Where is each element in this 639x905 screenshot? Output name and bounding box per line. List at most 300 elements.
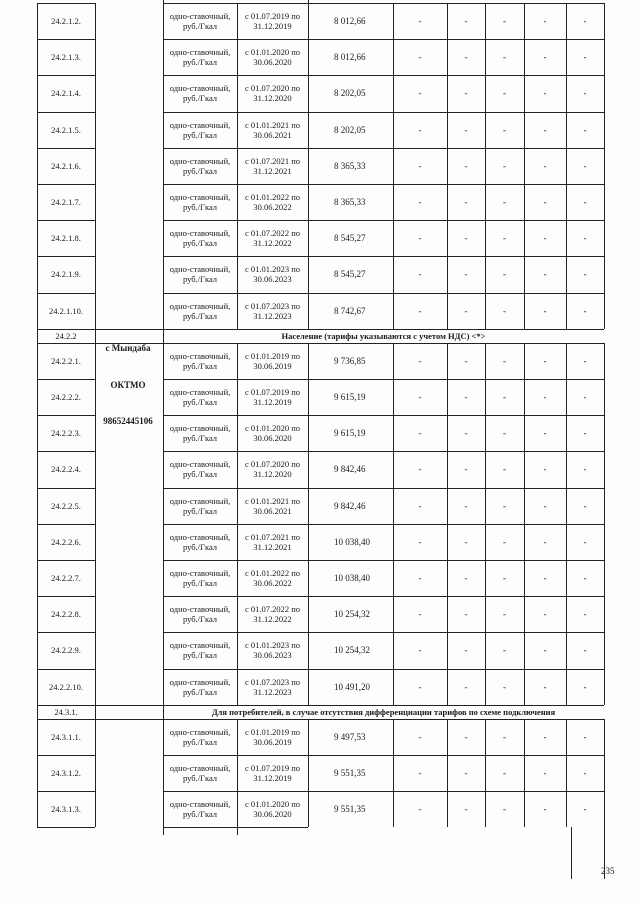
row-id: 24.2.2.2. xyxy=(51,392,81,403)
tariff-value: 8 365,33 xyxy=(334,197,366,208)
table-rule xyxy=(393,669,394,705)
table-rule xyxy=(566,755,567,791)
empty-value: - xyxy=(503,16,506,27)
table-rule xyxy=(163,669,164,705)
empty-value: - xyxy=(503,160,506,171)
table-rule xyxy=(485,451,486,487)
table-rule xyxy=(393,415,394,451)
empty-value: - xyxy=(583,536,587,547)
tariff-unit: одно-ставочный, руб./Гкал xyxy=(169,423,231,444)
empty-value: - xyxy=(583,573,587,584)
table-rule xyxy=(604,220,605,256)
row-id: 24.2.2.9. xyxy=(51,645,81,656)
tariff-value: 9 842,46 xyxy=(334,500,366,511)
empty-value: - xyxy=(543,88,547,99)
table-rule xyxy=(524,488,525,524)
tariff-unit: одно-ставочный, руб./Гкал xyxy=(169,763,231,784)
table-rule xyxy=(524,524,525,560)
table-rule xyxy=(604,293,605,329)
table-rule xyxy=(163,148,164,184)
empty-value: - xyxy=(418,731,422,742)
table-rule xyxy=(447,256,448,292)
table-rule xyxy=(37,3,38,827)
table-rule xyxy=(447,451,448,487)
table-rule xyxy=(604,669,605,705)
tariff-unit: одно-ставочный, руб./Гкал xyxy=(169,604,231,625)
empty-value: - xyxy=(503,536,506,547)
tariff-unit: одно-ставочный, руб./Гкал xyxy=(169,228,231,249)
empty-value: - xyxy=(418,573,422,584)
tariff-value: 8 202,05 xyxy=(334,88,366,99)
empty-value: - xyxy=(543,124,547,135)
table-rule xyxy=(524,669,525,705)
table-rule xyxy=(308,184,309,220)
empty-value: - xyxy=(583,233,587,244)
empty-value: - xyxy=(418,160,422,171)
empty-value: - xyxy=(583,645,587,656)
table-rule xyxy=(237,148,238,184)
empty-value: - xyxy=(543,355,547,366)
table-rule xyxy=(163,293,164,329)
tariff-period: с 01.01.2020 по 30.06.2020 xyxy=(244,47,301,68)
table-rule xyxy=(308,415,309,451)
empty-value: - xyxy=(583,355,587,366)
table-rule xyxy=(524,148,525,184)
table-rule xyxy=(566,293,567,329)
row-id: 24.2.1.8. xyxy=(51,233,81,244)
table-rule xyxy=(524,256,525,292)
row-id: 24.3.1.3. xyxy=(51,804,81,815)
table-rule xyxy=(308,379,309,415)
row-id: 24.3.1.1. xyxy=(51,731,81,742)
tariff-unit: одно-ставочный, руб./Гкал xyxy=(169,387,231,408)
table-rule xyxy=(447,560,448,596)
table-rule xyxy=(308,669,309,705)
table-rule xyxy=(163,415,164,451)
tariff-period: с 01.01.2021 по 30.06.2021 xyxy=(244,119,301,140)
table-rule xyxy=(447,632,448,668)
table-rule xyxy=(393,560,394,596)
empty-value: - xyxy=(464,233,468,244)
table-rule xyxy=(163,755,164,791)
table-rule xyxy=(485,719,486,755)
table-rule xyxy=(163,705,164,719)
table-rule xyxy=(163,719,164,755)
empty-value: - xyxy=(464,573,468,584)
table-rule xyxy=(308,488,309,524)
tariff-period: с 01.07.2021 по 31.12.2021 xyxy=(244,531,301,552)
table-rule xyxy=(447,669,448,705)
tariff-unit: одно-ставочный, руб./Гкал xyxy=(169,495,231,516)
table-rule xyxy=(308,220,309,256)
table-rule xyxy=(163,596,164,632)
empty-value: - xyxy=(464,197,468,208)
table-rule xyxy=(566,451,567,487)
table-rule xyxy=(566,415,567,451)
empty-value: - xyxy=(543,16,547,27)
row-id: 24.2.2.6. xyxy=(51,536,81,547)
table-rule xyxy=(163,3,164,39)
tariff-value: 8 012,66 xyxy=(334,16,366,27)
table-rule xyxy=(163,220,164,256)
table-rule xyxy=(447,488,448,524)
table-rule xyxy=(524,632,525,668)
tariff-period: с 01.01.2023 по 30.06.2023 xyxy=(244,640,301,661)
table-rule xyxy=(393,596,394,632)
empty-value: - xyxy=(418,392,422,403)
table-rule xyxy=(393,488,394,524)
table-rule xyxy=(447,791,448,827)
table-rule xyxy=(237,791,238,827)
table-rule xyxy=(485,560,486,596)
table-rule xyxy=(163,184,164,220)
tariff-period: с 01.01.2020 по 30.06.2020 xyxy=(244,423,301,444)
table-rule xyxy=(524,220,525,256)
table-rule xyxy=(485,343,486,379)
empty-value: - xyxy=(503,392,506,403)
table-rule xyxy=(393,256,394,292)
tariff-period: с 01.07.2019 по 31.12.2019 xyxy=(244,11,301,32)
table-rule xyxy=(485,415,486,451)
table-rule xyxy=(308,596,309,632)
table-rule xyxy=(163,256,164,292)
table-rule xyxy=(308,75,309,111)
table-rule xyxy=(308,451,309,487)
empty-value: - xyxy=(464,768,468,779)
empty-value: - xyxy=(583,305,587,316)
empty-value: - xyxy=(543,428,547,439)
table-rule xyxy=(447,596,448,632)
table-rule xyxy=(566,256,567,292)
empty-value: - xyxy=(543,197,547,208)
tariff-value: 10 254,32 xyxy=(334,609,370,620)
table-rule xyxy=(566,632,567,668)
table-rule xyxy=(604,596,605,632)
empty-value: - xyxy=(503,269,506,280)
table-rule xyxy=(393,791,394,827)
tariff-period: с 01.01.2019 по 30.06.2019 xyxy=(244,726,301,747)
tariff-value: 9 842,46 xyxy=(334,464,366,475)
empty-value: - xyxy=(418,645,422,656)
table-rule xyxy=(308,256,309,292)
table-rule xyxy=(571,827,572,879)
empty-value: - xyxy=(583,428,587,439)
table-rule xyxy=(485,791,486,827)
row-id: 24.2.1.5. xyxy=(51,124,81,135)
row-id: 24.2.2.7. xyxy=(51,573,81,584)
empty-value: - xyxy=(583,804,587,815)
tariff-value: 8 365,33 xyxy=(334,160,366,171)
table-rule xyxy=(524,379,525,415)
tariff-unit: одно-ставочный, руб./Гкал xyxy=(169,726,231,747)
table-rule xyxy=(163,112,164,148)
empty-value: - xyxy=(503,500,506,511)
table-rule xyxy=(308,3,309,39)
table-rule xyxy=(485,379,486,415)
empty-value: - xyxy=(583,160,587,171)
table-rule xyxy=(524,451,525,487)
empty-value: - xyxy=(503,464,506,475)
table-rule xyxy=(163,451,164,487)
oktmo-label: ОКТМО xyxy=(110,380,146,390)
table-rule xyxy=(237,669,238,705)
table-rule xyxy=(566,112,567,148)
empty-value: - xyxy=(503,233,506,244)
table-rule xyxy=(163,560,164,596)
table-rule xyxy=(447,220,448,256)
section-title: Для потребителей, в случае отсутствия дифференциации тарифов по схеме подключения xyxy=(211,706,556,717)
table-rule xyxy=(524,75,525,111)
table-rule xyxy=(485,755,486,791)
table-rule xyxy=(393,184,394,220)
table-rule xyxy=(566,560,567,596)
empty-value: - xyxy=(583,16,587,27)
tariff-value: 9 615,19 xyxy=(334,392,366,403)
empty-value: - xyxy=(543,392,547,403)
row-id: 24.3.1.2. xyxy=(51,768,81,779)
tariff-period: с 01.01.2020 по 30.06.2020 xyxy=(244,799,301,820)
tariff-unit: одно-ставочный, руб./Гкал xyxy=(169,531,231,552)
tariff-value: 8 742,67 xyxy=(334,305,366,316)
table-rule xyxy=(163,827,308,828)
table-rule xyxy=(237,293,238,329)
table-rule xyxy=(163,524,164,560)
table-rule xyxy=(566,75,567,111)
empty-value: - xyxy=(418,16,422,27)
table-rule xyxy=(524,755,525,791)
table-rule xyxy=(308,560,309,596)
empty-value: - xyxy=(543,645,547,656)
table-rule xyxy=(524,112,525,148)
tariff-unit: одно-ставочный, руб./Гкал xyxy=(169,459,231,480)
tariff-value: 8 545,27 xyxy=(334,269,366,280)
tariff-unit: одно-ставочный, руб./Гкал xyxy=(169,799,231,820)
tariff-value: 8 545,27 xyxy=(334,233,366,244)
empty-value: - xyxy=(543,681,547,692)
table-rule xyxy=(163,791,164,827)
empty-value: - xyxy=(543,609,547,620)
page-number: 235 xyxy=(601,866,615,876)
empty-value: - xyxy=(583,197,587,208)
tariff-period: с 01.07.2021 по 31.12.2021 xyxy=(244,155,301,176)
table-rule xyxy=(566,3,567,39)
empty-value: - xyxy=(503,768,506,779)
table-rule xyxy=(447,148,448,184)
table-rule xyxy=(393,3,394,39)
table-rule xyxy=(308,0,309,3)
table-rule xyxy=(237,827,238,835)
empty-value: - xyxy=(583,392,587,403)
table-rule xyxy=(447,379,448,415)
row-id: 24.2.1.3. xyxy=(51,52,81,63)
table-rule xyxy=(308,791,309,827)
row-id: 24.2.1.9. xyxy=(51,269,81,280)
oktmo-code: 98652445106 xyxy=(103,416,153,426)
empty-value: - xyxy=(543,731,547,742)
empty-value: - xyxy=(464,464,468,475)
empty-value: - xyxy=(543,269,547,280)
empty-value: - xyxy=(543,464,547,475)
table-rule xyxy=(485,184,486,220)
table-rule xyxy=(524,343,525,379)
table-rule xyxy=(163,75,164,111)
table-rule xyxy=(566,39,567,75)
table-rule xyxy=(237,632,238,668)
section-id: 24.2.2 xyxy=(55,330,77,341)
table-rule xyxy=(604,112,605,148)
tariff-period: с 01.07.2023 по 31.12.2023 xyxy=(244,676,301,697)
tariff-unit: одно-ставочный, руб./Гкал xyxy=(169,83,231,104)
table-rule xyxy=(163,39,164,75)
table-rule xyxy=(393,755,394,791)
table-rule xyxy=(447,75,448,111)
empty-value: - xyxy=(418,500,422,511)
empty-value: - xyxy=(503,804,506,815)
table-rule xyxy=(485,632,486,668)
table-rule xyxy=(485,293,486,329)
table-rule xyxy=(524,560,525,596)
empty-value: - xyxy=(543,160,547,171)
row-id: 24.2.2.3. xyxy=(51,428,81,439)
empty-value: - xyxy=(543,52,547,63)
empty-value: - xyxy=(543,768,547,779)
table-rule xyxy=(163,827,164,835)
tariff-value: 8 012,66 xyxy=(334,52,366,63)
table-rule xyxy=(566,488,567,524)
empty-value: - xyxy=(418,464,422,475)
table-rule xyxy=(485,3,486,39)
empty-value: - xyxy=(503,197,506,208)
table-rule xyxy=(524,596,525,632)
table-rule xyxy=(447,3,448,39)
table-rule xyxy=(485,39,486,75)
empty-value: - xyxy=(464,731,468,742)
table-rule xyxy=(604,184,605,220)
table-rule xyxy=(604,3,605,39)
table-rule xyxy=(393,293,394,329)
table-rule xyxy=(237,75,238,111)
tariff-period: с 01.01.2022 по 30.06.2022 xyxy=(244,568,301,589)
table-rule xyxy=(308,524,309,560)
row-id: 24.2.2.8. xyxy=(51,609,81,620)
table-rule xyxy=(566,669,567,705)
empty-value: - xyxy=(503,124,506,135)
tariff-period: с 01.01.2019 по 30.06.2019 xyxy=(244,350,301,371)
empty-value: - xyxy=(464,88,468,99)
empty-value: - xyxy=(503,609,506,620)
empty-value: - xyxy=(583,52,587,63)
table-rule xyxy=(237,719,238,755)
table-rule xyxy=(308,148,309,184)
tariff-unit: одно-ставочный, руб./Гкал xyxy=(169,568,231,589)
table-rule xyxy=(566,220,567,256)
tariff-value: 10 038,40 xyxy=(334,573,370,584)
table-rule xyxy=(163,329,164,343)
table-rule xyxy=(237,755,238,791)
tariff-unit: одно-ставочный, руб./Гкал xyxy=(169,155,231,176)
row-id: 24.2.1.10. xyxy=(49,305,83,316)
empty-value: - xyxy=(583,768,587,779)
table-rule xyxy=(447,184,448,220)
table-rule xyxy=(237,451,238,487)
empty-value: - xyxy=(418,768,422,779)
tariff-period: с 01.07.2019 по 31.12.2019 xyxy=(244,763,301,784)
empty-value: - xyxy=(503,645,506,656)
table-rule xyxy=(566,524,567,560)
table-rule xyxy=(237,220,238,256)
table-rule xyxy=(237,112,238,148)
empty-value: - xyxy=(464,269,468,280)
empty-value: - xyxy=(464,124,468,135)
row-id: 24.2.1.6. xyxy=(51,160,81,171)
settlement-name: с Мындаба xyxy=(105,343,151,353)
table-rule xyxy=(485,488,486,524)
table-rule xyxy=(447,415,448,451)
table-rule xyxy=(393,451,394,487)
table-rule xyxy=(604,632,605,668)
table-rule xyxy=(566,343,567,379)
empty-value: - xyxy=(583,609,587,620)
table-rule xyxy=(163,632,164,668)
empty-value: - xyxy=(464,392,468,403)
table-rule xyxy=(237,256,238,292)
tariff-value: 10 491,20 xyxy=(334,681,370,692)
table-rule xyxy=(524,3,525,39)
empty-value: - xyxy=(418,52,422,63)
table-rule xyxy=(237,379,238,415)
tariff-value: 9 736,85 xyxy=(334,355,366,366)
table-rule xyxy=(604,75,605,111)
table-rule xyxy=(524,415,525,451)
table-rule xyxy=(308,755,309,791)
table-rule xyxy=(393,379,394,415)
table-rule xyxy=(485,148,486,184)
tariff-unit: одно-ставочный, руб./Гкал xyxy=(169,119,231,140)
table-rule xyxy=(308,632,309,668)
table-rule xyxy=(485,220,486,256)
tariff-period: с 01.07.2020 по 31.12.2020 xyxy=(244,459,301,480)
empty-value: - xyxy=(418,305,422,316)
table-rule xyxy=(604,755,605,791)
section-id: 24.3.1. xyxy=(54,706,78,717)
table-rule xyxy=(447,343,448,379)
table-rule xyxy=(524,184,525,220)
empty-value: - xyxy=(543,305,547,316)
row-id: 24.2.1.2. xyxy=(51,16,81,27)
table-rule xyxy=(393,112,394,148)
row-id: 24.2.2.10. xyxy=(49,681,83,692)
table-rule xyxy=(237,596,238,632)
table-rule xyxy=(393,148,394,184)
table-rule xyxy=(566,719,567,755)
empty-value: - xyxy=(464,428,468,439)
empty-value: - xyxy=(503,52,506,63)
table-rule xyxy=(393,75,394,111)
empty-value: - xyxy=(464,16,468,27)
empty-value: - xyxy=(543,804,547,815)
tariff-unit: одно-ставочный, руб./Гкал xyxy=(169,640,231,661)
empty-value: - xyxy=(418,197,422,208)
table-rule xyxy=(566,148,567,184)
table-rule xyxy=(604,39,605,75)
empty-value: - xyxy=(503,731,506,742)
empty-value: - xyxy=(583,464,587,475)
table-rule xyxy=(604,451,605,487)
table-rule xyxy=(37,827,95,828)
table-rule xyxy=(485,256,486,292)
empty-value: - xyxy=(464,305,468,316)
tariff-period: с 01.01.2023 по 30.06.2023 xyxy=(244,264,301,285)
